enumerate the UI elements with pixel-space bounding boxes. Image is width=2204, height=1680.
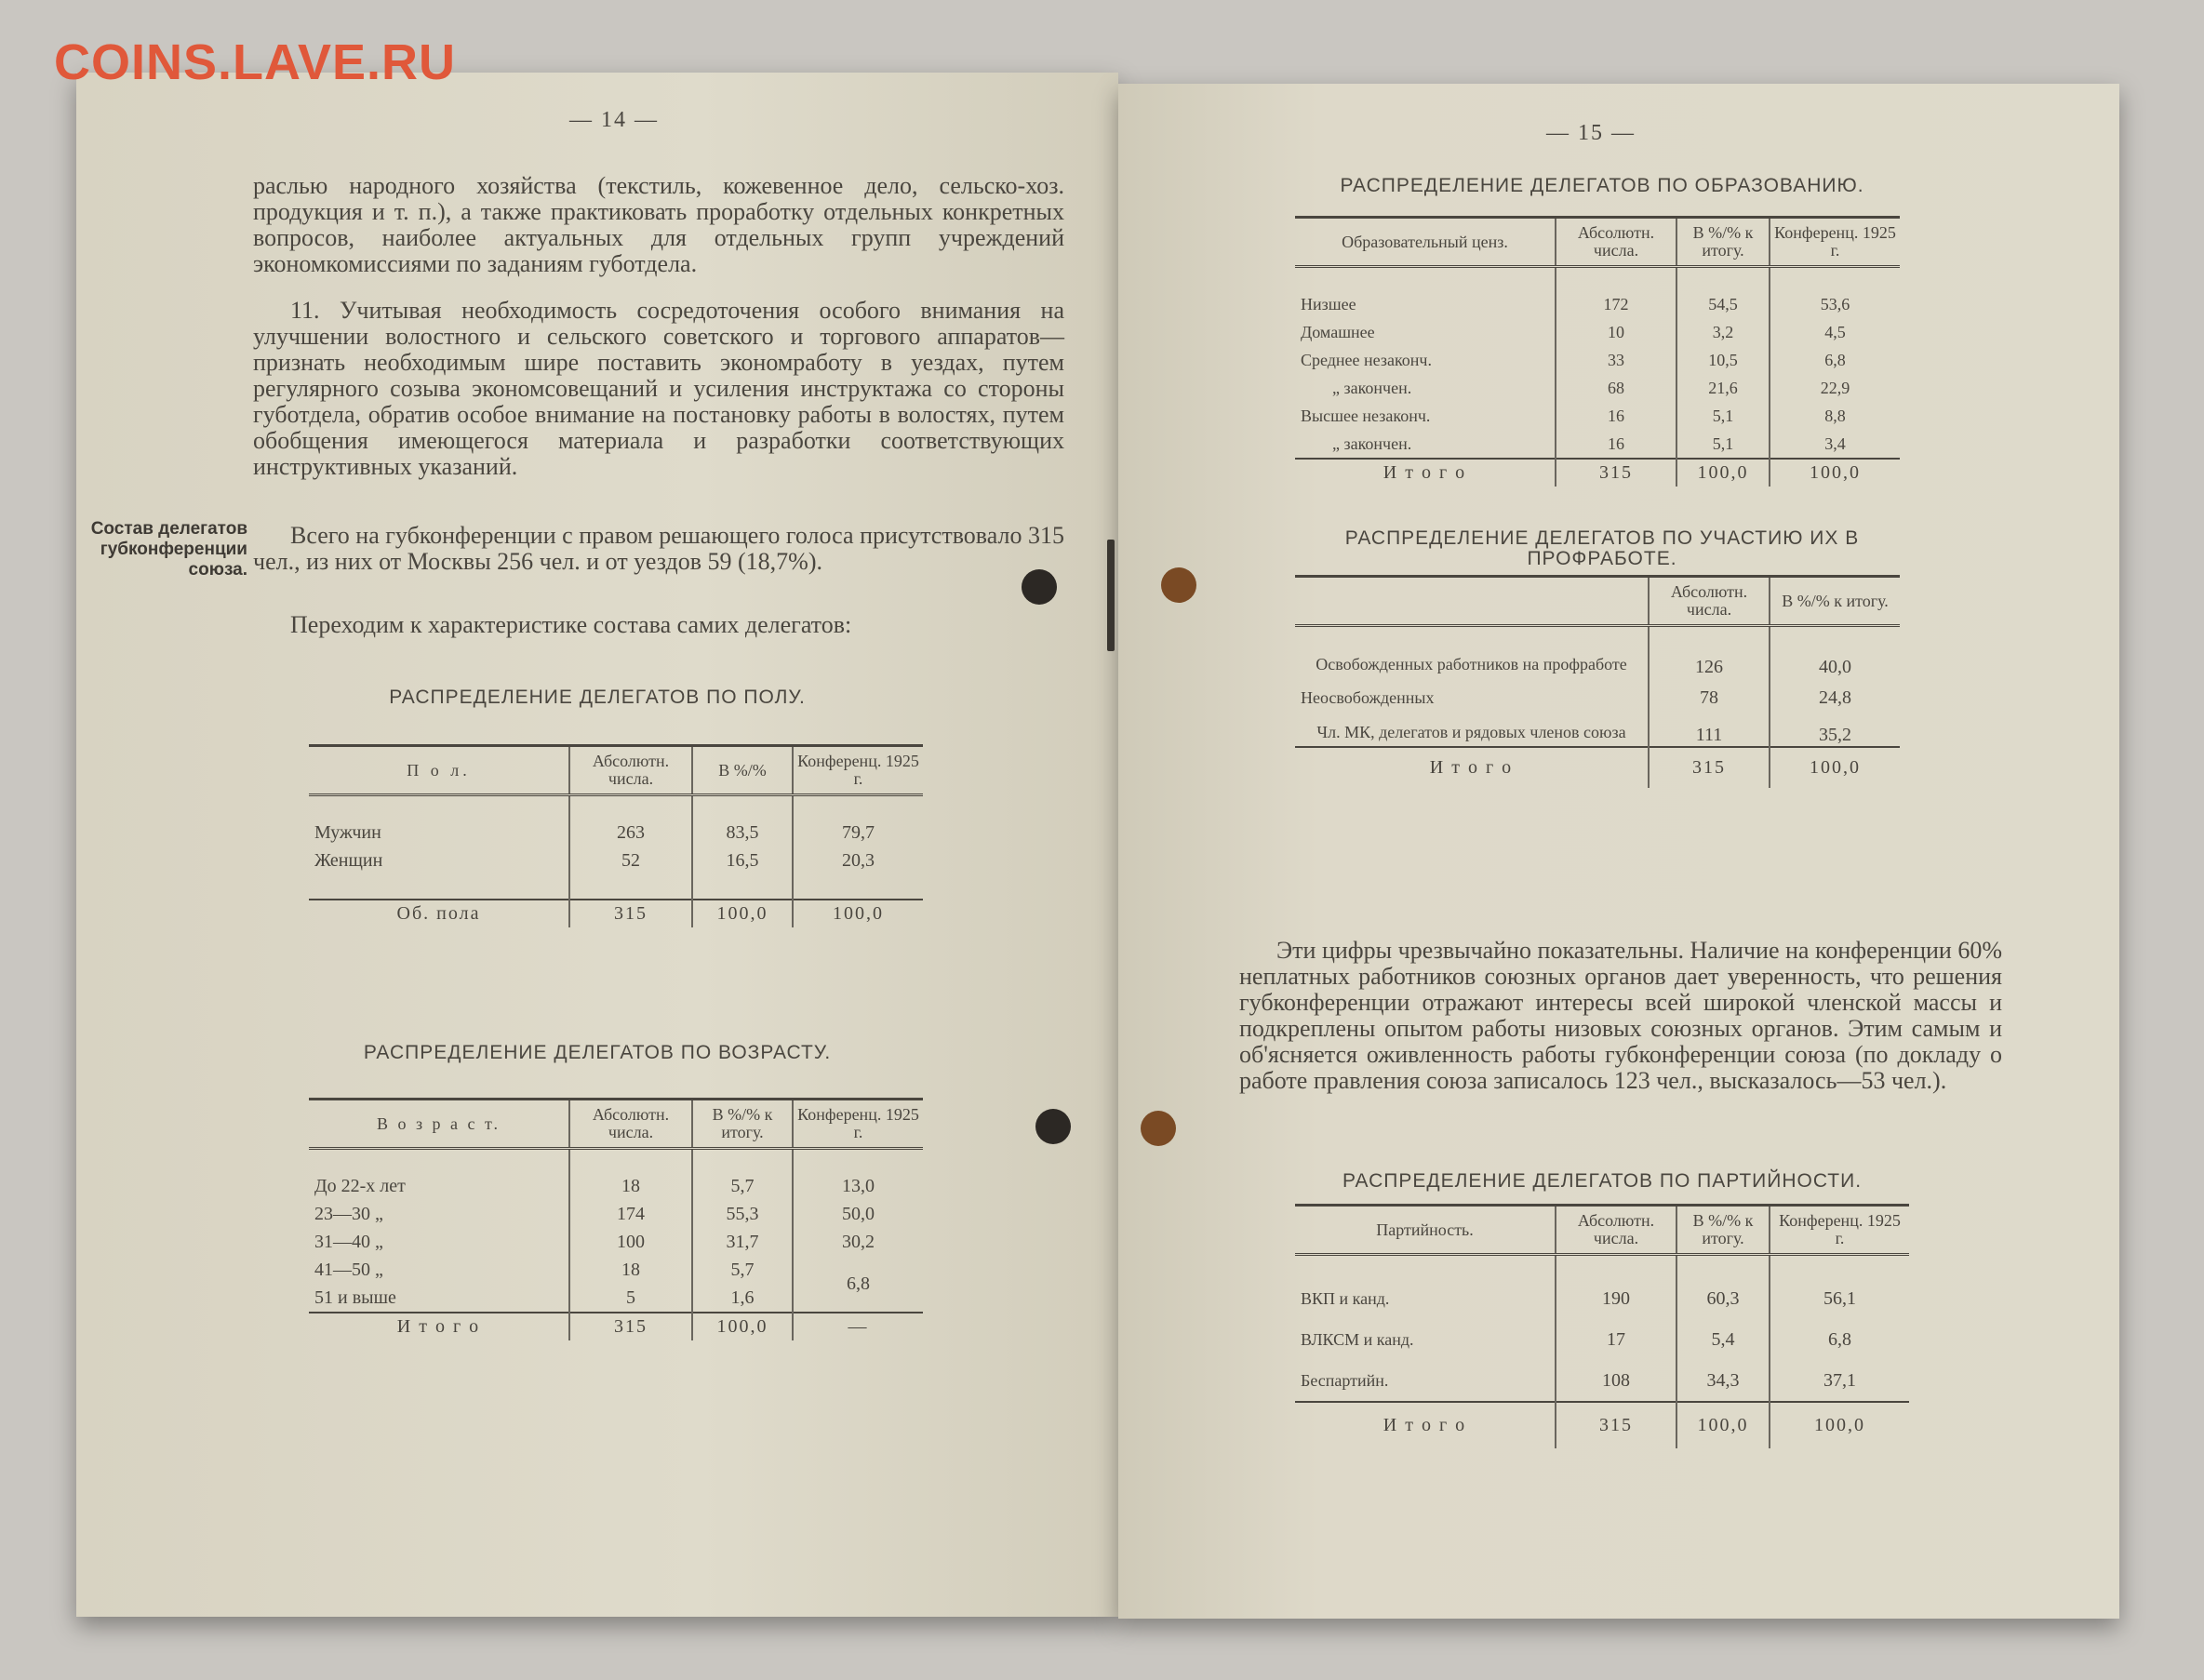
table-total-row: И т о г о 315 100,0 [1295,747,1900,788]
table-total-row: И т о г о 315 100,0 100,0 [1295,459,1900,487]
column-header: Конференц. 1925 г. [793,1100,923,1149]
column-header: В о з р а с т. [309,1100,569,1149]
table-row: 31—40 „ 100 31,7 30,2 [309,1229,923,1257]
table-row: До 22-х лет 18 5,7 13,0 [309,1173,923,1201]
column-header: Абсолютн. числа. [569,1100,692,1149]
column-header: Конференц. 1925 г. [1770,1206,1909,1255]
punch-hole [1022,569,1057,605]
paragraph: Эти цифры чрезвычайно показательны. Наличие на конференции 60% неплатных работников союзных органов дает уверенность, что решения губконференции отражают интересы всей широкой членской массы и подкреплены опытом работы низовых союзных органов. Этим самым и об'ясняется оживленность работы губконференции союза (по докладу о работе правления союза записалось 123 чел., высказалось—53 чел.). [1239,937,2002,1094]
table-row: Среднее незаконч. 33 10,5 6,8 [1295,347,1900,375]
punch-hole [1161,567,1196,603]
column-header: П о л. [309,746,569,795]
table-title: РАСПРЕДЕЛЕНИЕ ДЕЛЕГАТОВ ПО ОБРАЗОВАНИЮ. [1340,175,1864,196]
table-row: Высшее незаконч. 16 5,1 8,8 [1295,403,1900,431]
table-row: Неосвобожденных 78 24,8 [1295,678,1900,719]
column-header: В %/% к итогу. [1676,1206,1770,1255]
column-header: Абсолютн. числа. [1556,1206,1676,1255]
table-row: ВЛКСМ и канд. 17 5,4 6,8 [1295,1320,1909,1361]
table-row: Женщин 52 16,5 20,3 [309,847,923,875]
paragraph: Всего на губконференции с правом решающего голоса присутствовало 315 чел., из них от Москвы 256 чел. и от уездов 59 (18,7%). [253,522,1064,575]
binding-staple [1107,540,1115,651]
left-page [76,73,1118,1617]
table-row: Освобожденных работников на профработе 126 40,0 [1295,650,1900,678]
table-total-row: И т о г о 315 100,0 100,0 [1295,1402,1909,1448]
column-header: В %/% к итогу. [1770,577,1900,626]
paragraph: Переходим к характеристике состава самих делегатов: [290,611,852,638]
column-header: Образовательный ценз. [1295,218,1556,267]
table-age [309,1098,923,1340]
table-row: Чл. МК, делегатов и рядовых членов союза 111 35,2 [1295,719,1900,747]
punch-hole [1035,1109,1071,1144]
column-header: Абсолютн. числа. [1556,218,1676,267]
table-title: РАСПРЕДЕЛЕНИЕ ДЕЛЕГАТОВ ПО УЧАСТИЮ ИХ В ПРОФРАБОТЕ. [1344,527,1860,569]
table-row: Беспартийн. 108 34,3 37,1 [1295,1361,1909,1402]
table-row: Домашнее 10 3,2 4,5 [1295,319,1900,347]
table-education [1295,216,1900,487]
right-page [1118,84,2119,1619]
table-sex [309,744,923,927]
table-row: 23—30 „ 174 55,3 50,0 [309,1201,923,1229]
table-union-work [1295,575,1900,788]
column-header: Абсолютн. числа. [569,746,692,795]
table-party [1295,1204,1909,1448]
column-header [1295,577,1649,626]
table-title: РАСПРЕДЕЛЕНИЕ ДЕЛЕГАТОВ ПО ПАРТИЙНОСТИ. [1342,1170,1863,1192]
table-row: „ закончен. 16 5,1 3,4 [1295,431,1900,459]
column-header: Партийность. [1295,1206,1556,1255]
page-number: — 15 — [1546,121,1636,145]
punch-hole [1141,1111,1176,1146]
column-header: В %/% [692,746,793,795]
table-row: Мужчин 263 83,5 79,7 [309,820,923,847]
table-row: ВКП и канд. 190 60,3 56,1 [1295,1279,1909,1320]
column-header: В %/% к итогу. [1676,218,1770,267]
column-header: Абсолютн. числа. [1649,577,1770,626]
column-header: В %/% к итогу. [692,1100,793,1149]
table-row: 51 и выше 5 1,6 [309,1285,923,1313]
table-row: 41—50 „ 18 5,7 6,8 [309,1257,923,1285]
table-row: Низшее 172 54,5 53,6 [1295,291,1900,319]
paragraph: 11. Учитывая необходимость сосредоточения особого внимания на улучшении волостного и сельского советского и торгового аппаратов—признать необходимым шире поставить экономработу в уездах, путем регулярного созыва экономсовещаний и усиления инструктажа со стороны губотдела, обратив особое внимание на постановку работы в волостях, путем обобщения имеющегося материала и разработки соответствующих инструктивных указаний. [253,297,1064,480]
column-header: Конференц. 1925 г. [1770,218,1900,267]
table-title: РАСПРЕДЕЛЕНИЕ ДЕЛЕГАТОВ ПО ПОЛУ. [389,687,806,708]
paragraph: раслью народного хозяйства (текстиль, кожевенное дело, сельско-хоз. продукция и т. п.), а также практиковать проработку отдельных конкретных вопросов, наиболее актуальных для отдельных групп учреждений экономкомиссиями по заданиям губотдела. [253,172,1064,277]
table-title: РАСПРЕДЕЛЕНИЕ ДЕЛЕГАТОВ ПО ВОЗРАСТУ. [363,1042,832,1063]
watermark: COINS.LAVE.RU [54,34,457,90]
table-total-row: И т о г о 315 100,0 — [309,1313,923,1340]
page-number: — 14 — [569,108,659,132]
column-header: Конференц. 1925 г. [793,746,923,795]
side-note: Состав делегатов губконференции союза. [90,519,247,580]
table-total-row: Об. пола 315 100,0 100,0 [309,900,923,927]
table-row: „ закончен. 68 21,6 22,9 [1295,375,1900,403]
